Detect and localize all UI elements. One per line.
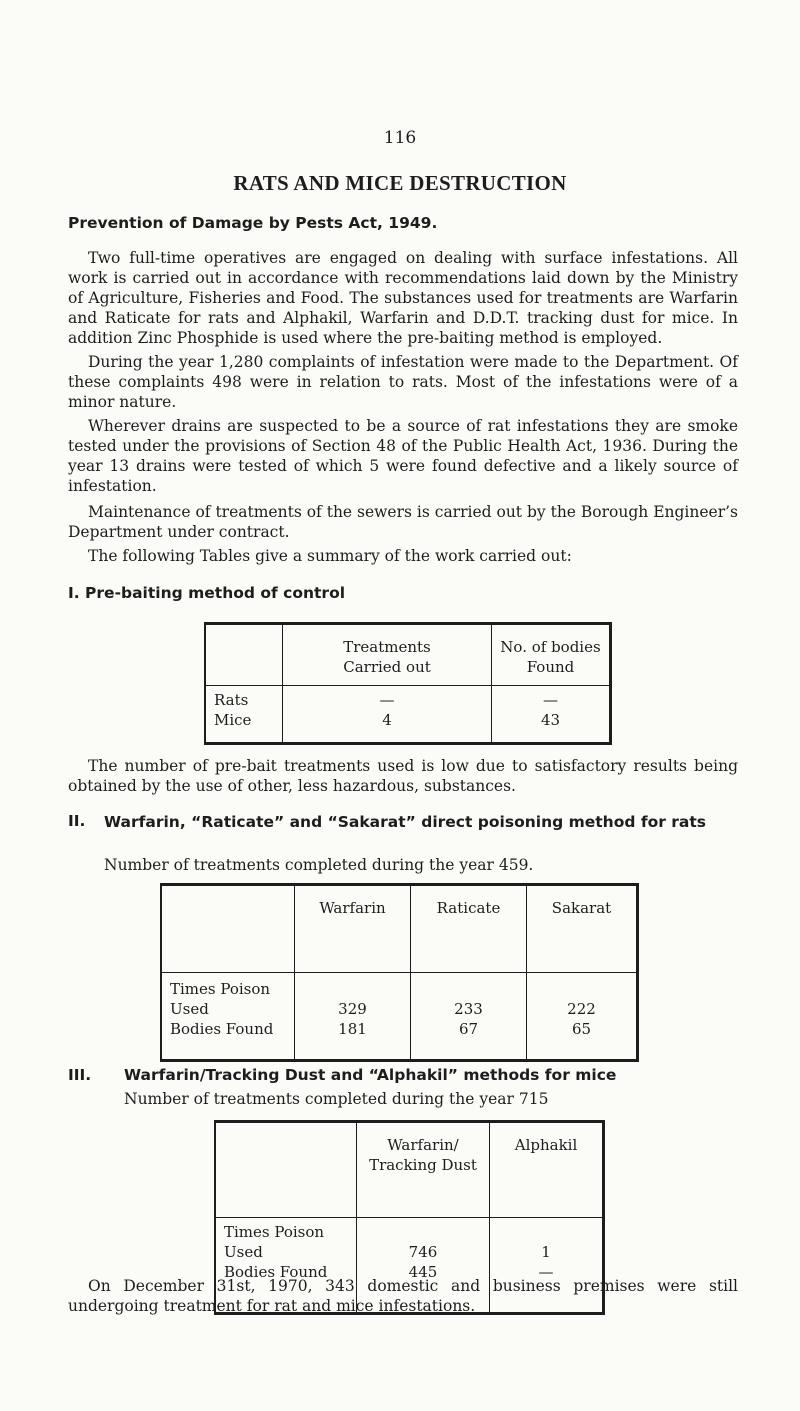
paragraph-prebait-note <box>68 756 738 796</box>
paragraph-text: The number of pre-bait treatments used is low due to satisfactory results being obtained by the use of other, less hazardous, substances. <box>68 757 738 795</box>
cell-value: — <box>543 691 558 709</box>
cell-value: — <box>538 1263 554 1281</box>
section-1-heading: I. Pre-baiting method of control <box>68 584 346 602</box>
paragraph-complaints <box>68 352 738 412</box>
table-cell <box>492 686 611 744</box>
paragraph-operatives <box>68 248 738 348</box>
section-3-heading: Warfarin/Tracking Dust and “Alphakil” methods for mice <box>124 1066 617 1084</box>
paragraph-text: During the year 1,280 complaints of infestation were made to the Department. Of these complaints 498 were in relation to rats. Most of the infestations were of a minor nature. <box>68 353 738 411</box>
table-corner <box>205 624 283 686</box>
table-cell <box>295 973 411 1061</box>
section-2-heading: Warfarin, “Raticate” and “Sakarat” direct poisoning method for rats <box>104 813 707 831</box>
table-corner <box>161 885 295 973</box>
table-cell <box>283 686 492 744</box>
cell-value: 43 <box>540 711 561 729</box>
column-header: No. of bodies Found <box>492 624 611 686</box>
table-corner <box>215 1122 357 1218</box>
section-3-subtitle: Number of treatments completed during the year 715 <box>124 1090 549 1108</box>
page-number: 116 <box>383 128 417 148</box>
table-cell <box>411 973 527 1061</box>
paragraph-text: Maintenance of treatments of the sewers is carried out by the Borough Engineer’s Department under contract. <box>68 503 738 541</box>
section-2-subtitle: Number of treatments completed during the year 459. <box>104 856 534 874</box>
column-header: Warfarin <box>295 885 411 973</box>
column-header: Raticate <box>411 885 527 973</box>
paragraph-closing <box>68 1276 738 1316</box>
row-labels <box>205 686 283 744</box>
paragraph-text: Two full-time operatives are engaged on dealing with surface infestations. All work is carried out in accordance with recommendations laid down by the Ministry of Agriculture, Fisheries and Food. The substances used for treatments are Warfarin and Raticate for rats and Alphakil, Warfarin and D.D.T. tracking dust for mice. In addition Zinc Phosphide is used where the pre-baiting method is employed. <box>68 249 738 347</box>
prebaiting-table <box>204 622 612 745</box>
column-header: Treatments Carried out <box>283 624 492 686</box>
row-label: Mice <box>214 711 252 729</box>
paragraph-text: The following Tables give a summary of the work carried out: <box>88 547 572 565</box>
row-label: Bodies Found <box>170 1020 274 1038</box>
act-heading: Prevention of Damage by Pests Act, 1949. <box>68 214 438 232</box>
cell-value: 65 <box>571 1020 592 1038</box>
cell-value: 1 <box>541 1243 551 1261</box>
row-labels <box>161 973 295 1061</box>
row-label: Times Poison Used <box>224 1223 325 1261</box>
paragraph-text: On December 31st, 1970, 343 domestic and business premises were still undergoing treatment for rat and mice infestations. <box>68 1277 738 1315</box>
cell-value: 445 <box>408 1263 438 1281</box>
cell-value: 67 <box>458 1020 479 1038</box>
paragraph-sewers <box>68 502 738 542</box>
cell-value: 181 <box>338 1020 367 1038</box>
cell-value: 329 <box>338 1000 367 1018</box>
page-title: RATS AND MICE DESTRUCTION <box>233 171 567 195</box>
cell-value: 746 <box>408 1243 438 1261</box>
column-header: Warfarin/ Tracking Dust <box>357 1122 490 1218</box>
row-label: Rats <box>214 691 249 709</box>
column-header: Alphakil <box>490 1122 604 1218</box>
cell-value: — <box>379 691 395 709</box>
cell-value: 4 <box>382 711 392 729</box>
cell-value: 233 <box>454 1000 483 1018</box>
row-label: Times Poison Used <box>170 980 271 1018</box>
section-2-number: II. <box>68 812 86 830</box>
poisoning-rats-table <box>160 883 639 1062</box>
section-3-number: III. <box>68 1066 92 1084</box>
table-cell <box>527 973 638 1061</box>
row-label: Bodies Found <box>224 1263 328 1281</box>
paragraph-tables-intro <box>68 546 738 566</box>
paragraph-drains <box>68 416 738 496</box>
cell-value: 222 <box>567 1000 596 1018</box>
paragraph-text: Wherever drains are suspected to be a source of rat infestations they are smoke tested under the provisions of Section 48 of the Public Health Act, 1936. During the year 13 drains were tested of which 5 were found defective and a likely source of infestation. <box>68 417 738 495</box>
column-header: Sakarat <box>527 885 638 973</box>
